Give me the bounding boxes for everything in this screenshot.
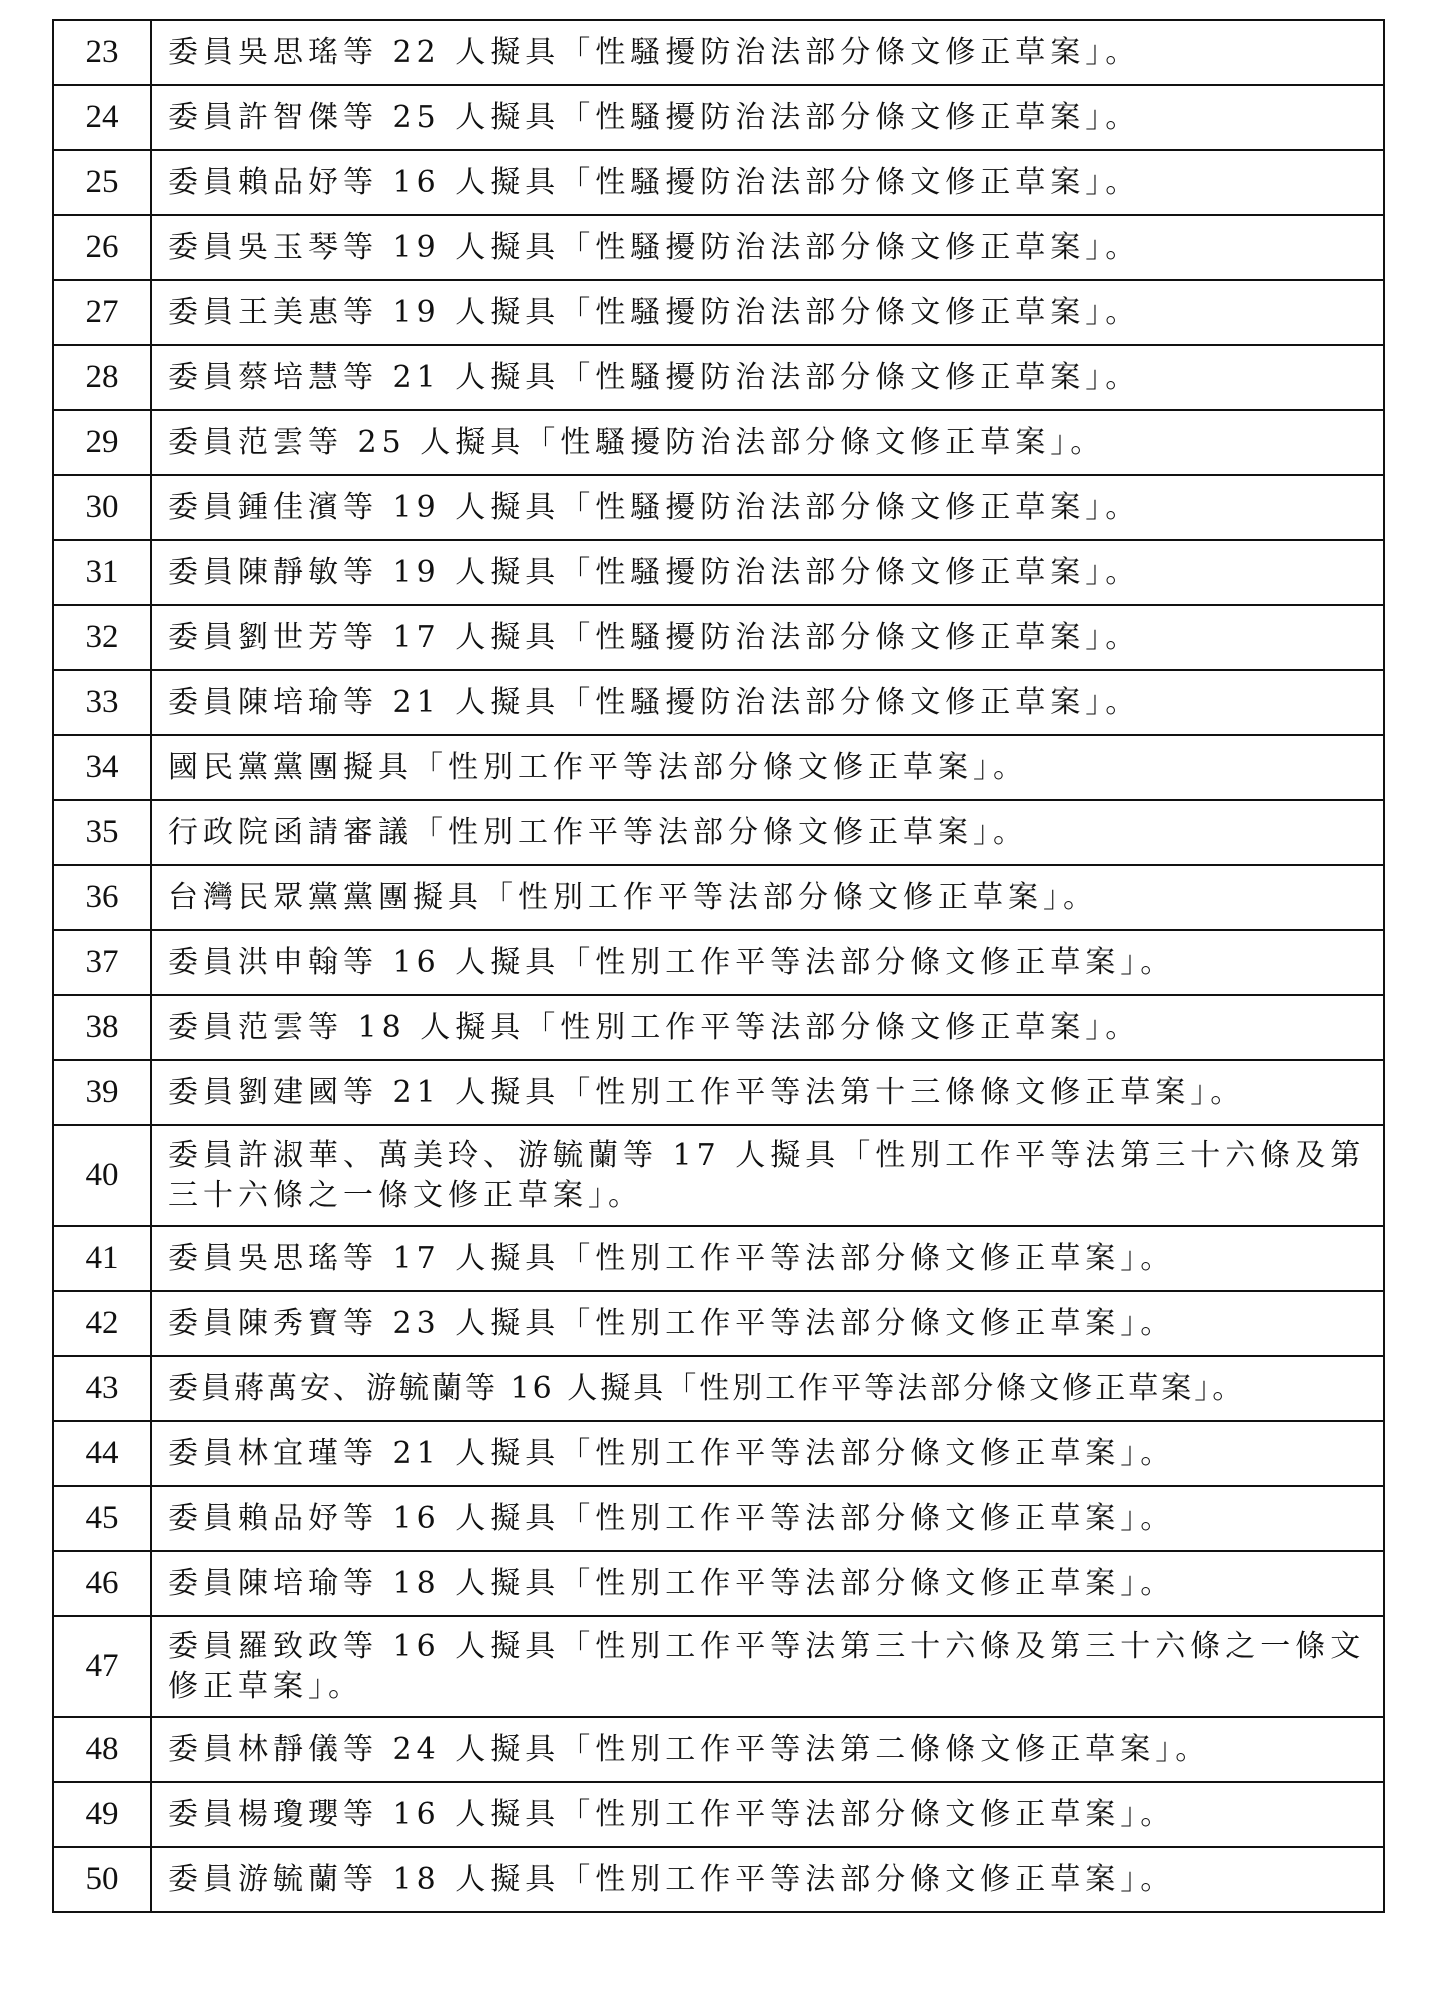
item-number: 30	[53, 475, 151, 540]
table-row	[53, 605, 1384, 670]
item-number: 42	[53, 1291, 151, 1356]
table-row	[53, 1291, 1384, 1356]
table-row	[53, 1717, 1384, 1782]
item-number: 38	[53, 995, 151, 1060]
item-number: 28	[53, 345, 151, 410]
item-number: 37	[53, 930, 151, 995]
item-number: 41	[53, 1226, 151, 1291]
table-row	[53, 800, 1384, 865]
item-text: 委員蔡培慧等 21 人擬具「性騷擾防治法部分條文修正草案」。	[151, 345, 1384, 410]
item-number: 29	[53, 410, 151, 475]
table-row	[53, 20, 1384, 85]
item-number: 31	[53, 540, 151, 605]
agenda-table	[52, 19, 1385, 1913]
item-number: 48	[53, 1717, 151, 1782]
item-text: 台灣民眾黨黨團擬具「性別工作平等法部分條文修正草案」。	[151, 865, 1384, 930]
table-row	[53, 475, 1384, 540]
item-text: 委員許淑華、萬美玲、游毓蘭等 17 人擬具「性別工作平等法第三十六條及第三十六條之一條文修正草案」。	[151, 1125, 1384, 1226]
item-number: 35	[53, 800, 151, 865]
item-text: 委員劉建國等 21 人擬具「性別工作平等法第十三條條文修正草案」。	[151, 1060, 1384, 1125]
item-number: 27	[53, 280, 151, 345]
table-row	[53, 865, 1384, 930]
item-text: 行政院函請審議「性別工作平等法部分條文修正草案」。	[151, 800, 1384, 865]
table-row	[53, 670, 1384, 735]
table-row	[53, 1486, 1384, 1551]
item-number: 26	[53, 215, 151, 280]
item-text: 委員楊瓊瓔等 16 人擬具「性別工作平等法部分條文修正草案」。	[151, 1782, 1384, 1847]
item-number: 36	[53, 865, 151, 930]
item-text: 委員范雲等 18 人擬具「性別工作平等法部分條文修正草案」。	[151, 995, 1384, 1060]
table-row	[53, 1616, 1384, 1717]
item-number: 47	[53, 1616, 151, 1717]
item-text: 委員陳秀寶等 23 人擬具「性別工作平等法部分條文修正草案」。	[151, 1291, 1384, 1356]
item-text: 委員陳靜敏等 19 人擬具「性騷擾防治法部分條文修正草案」。	[151, 540, 1384, 605]
item-text: 委員賴品妤等 16 人擬具「性別工作平等法部分條文修正草案」。	[151, 1486, 1384, 1551]
table-row	[53, 735, 1384, 800]
table-row	[53, 930, 1384, 995]
item-text: 委員游毓蘭等 18 人擬具「性別工作平等法部分條文修正草案」。	[151, 1847, 1384, 1912]
item-text: 委員洪申翰等 16 人擬具「性別工作平等法部分條文修正草案」。	[151, 930, 1384, 995]
item-text: 委員鍾佳濱等 19 人擬具「性騷擾防治法部分條文修正草案」。	[151, 475, 1384, 540]
item-text: 國民黨黨團擬具「性別工作平等法部分條文修正草案」。	[151, 735, 1384, 800]
item-number: 46	[53, 1551, 151, 1616]
item-text: 委員王美惠等 19 人擬具「性騷擾防治法部分條文修正草案」。	[151, 280, 1384, 345]
item-text: 委員羅致政等 16 人擬具「性別工作平等法第三十六條及第三十六條之一條文修正草案」。	[151, 1616, 1384, 1717]
item-number: 32	[53, 605, 151, 670]
item-text: 委員吳玉琴等 19 人擬具「性騷擾防治法部分條文修正草案」。	[151, 215, 1384, 280]
item-text: 委員林宜瑾等 21 人擬具「性別工作平等法部分條文修正草案」。	[151, 1421, 1384, 1486]
item-number: 43	[53, 1356, 151, 1421]
table-row	[53, 1125, 1384, 1226]
item-number: 34	[53, 735, 151, 800]
item-text: 委員賴品妤等 16 人擬具「性騷擾防治法部分條文修正草案」。	[151, 150, 1384, 215]
table-row	[53, 540, 1384, 605]
table-row	[53, 215, 1384, 280]
item-number: 23	[53, 20, 151, 85]
table-row	[53, 1551, 1384, 1616]
table-row	[53, 1847, 1384, 1912]
item-number: 39	[53, 1060, 151, 1125]
item-text: 委員范雲等 25 人擬具「性騷擾防治法部分條文修正草案」。	[151, 410, 1384, 475]
item-number: 44	[53, 1421, 151, 1486]
table-row	[53, 1782, 1384, 1847]
item-number: 40	[53, 1125, 151, 1226]
item-text: 委員吳思瑤等 22 人擬具「性騷擾防治法部分條文修正草案」。	[151, 20, 1384, 85]
table-row	[53, 1421, 1384, 1486]
item-text: 委員吳思瑤等 17 人擬具「性別工作平等法部分條文修正草案」。	[151, 1226, 1384, 1291]
item-number: 50	[53, 1847, 151, 1912]
item-text: 委員陳培瑜等 21 人擬具「性騷擾防治法部分條文修正草案」。	[151, 670, 1384, 735]
item-text: 委員林靜儀等 24 人擬具「性別工作平等法第二條條文修正草案」。	[151, 1717, 1384, 1782]
table-row	[53, 280, 1384, 345]
item-number: 25	[53, 150, 151, 215]
item-text: 委員劉世芳等 17 人擬具「性騷擾防治法部分條文修正草案」。	[151, 605, 1384, 670]
item-number: 24	[53, 85, 151, 150]
table-row	[53, 1226, 1384, 1291]
table-row	[53, 410, 1384, 475]
item-text: 委員許智傑等 25 人擬具「性騷擾防治法部分條文修正草案」。	[151, 85, 1384, 150]
table-row	[53, 1060, 1384, 1125]
item-text: 委員蔣萬安、游毓蘭等 16 人擬具「性別工作平等法部分條文修正草案」。	[151, 1356, 1384, 1421]
table-row	[53, 150, 1384, 215]
table-row	[53, 995, 1384, 1060]
table-row	[53, 85, 1384, 150]
table-row	[53, 345, 1384, 410]
item-number: 45	[53, 1486, 151, 1551]
item-text: 委員陳培瑜等 18 人擬具「性別工作平等法部分條文修正草案」。	[151, 1551, 1384, 1616]
item-number: 49	[53, 1782, 151, 1847]
item-number: 33	[53, 670, 151, 735]
table-row	[53, 1356, 1384, 1421]
